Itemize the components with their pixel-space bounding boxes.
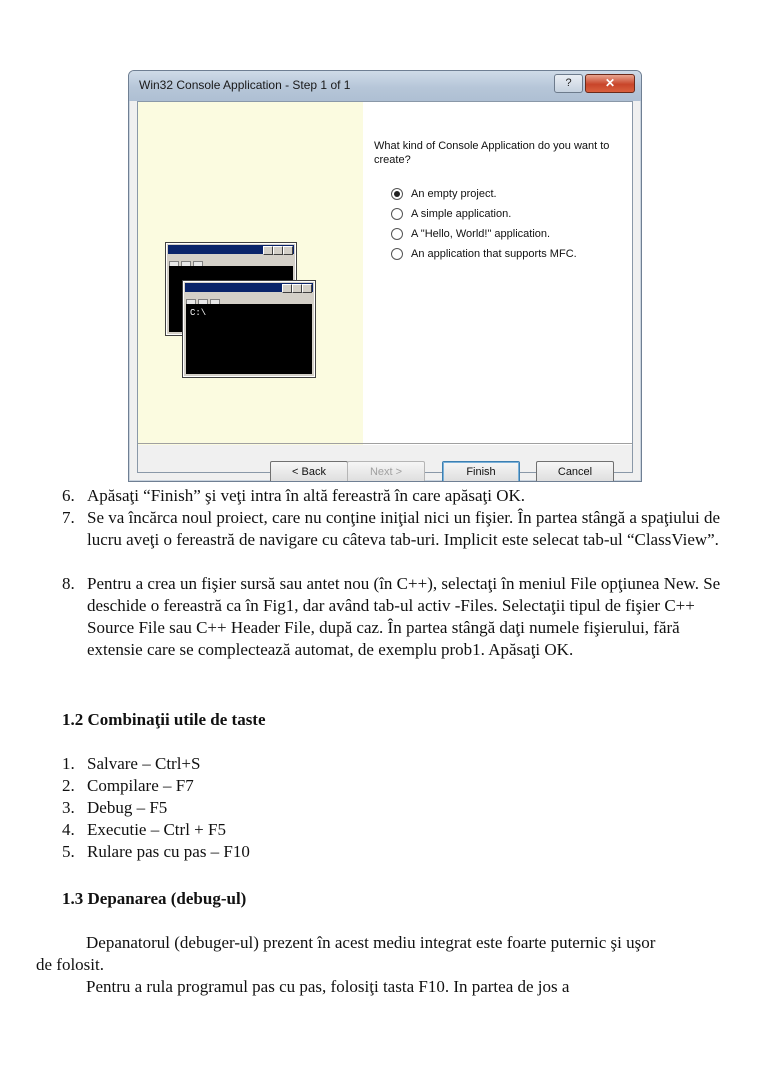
button-bar <box>138 445 632 478</box>
paragraph-first-line: Depanatorul (debuger-ul) prezent în acest mediu integrat este foarte puternic şi uşor <box>86 933 656 952</box>
window-caption <box>185 283 313 292</box>
console-window-illustration-front <box>183 281 315 377</box>
list-text: Executie – Ctrl + F5 <box>87 820 226 839</box>
window-toolbar <box>186 294 230 302</box>
list-number: 3. <box>62 798 75 817</box>
list-text: Compilare – F7 <box>87 776 194 795</box>
finish-button[interactable]: Finish <box>442 461 520 482</box>
dialog-titlebar <box>129 71 641 101</box>
back-button[interactable]: < Back <box>270 461 348 482</box>
option-label: An application that supports MFC. <box>411 248 577 260</box>
dialog-client-area <box>137 101 633 478</box>
console-screen <box>186 304 312 374</box>
illustration-panel <box>138 102 363 445</box>
paragraph: Pentru a rula programul pas cu pas, folosiţi tasta F10. In partea de jos a <box>86 977 570 996</box>
option-mfc-application[interactable] <box>391 248 577 260</box>
maximize-icon <box>292 284 302 293</box>
list-number: 7. <box>62 508 75 527</box>
close-button[interactable]: ✕ <box>585 74 635 93</box>
minimize-icon <box>282 284 292 293</box>
list-number: 4. <box>62 820 75 839</box>
list-number: 6. <box>62 486 75 505</box>
option-label: A "Hello, World!" application. <box>411 228 551 240</box>
next-button[interactable]: Next > <box>347 461 425 482</box>
radio-icon <box>391 228 403 240</box>
list-number: 1. <box>62 754 75 773</box>
list-text: Rulare pas cu pas – F10 <box>87 842 250 861</box>
section-heading: 1.2 Combinaţii utile de taste <box>62 710 266 729</box>
close-icon <box>302 284 312 293</box>
list-text: Se va încărca noul proiect, care nu conţine iniţial nici un fişier. În partea stângă a spaţiului de lucru aveţi o fereastră de navigare cu câteva tab-uri. Implicit este selecat tab-ul “ClassView”. <box>87 508 721 549</box>
minimize-icon <box>263 246 273 255</box>
option-hello-world[interactable] <box>391 228 550 240</box>
option-label: An empty project. <box>411 188 497 200</box>
maximize-icon <box>273 246 283 255</box>
help-button[interactable]: ? <box>554 74 583 93</box>
close-icon <box>283 246 293 255</box>
list-number: 8. <box>62 574 75 593</box>
list-text: Debug – F5 <box>87 798 168 817</box>
radio-icon <box>391 208 403 220</box>
section-heading: 1.3 Depanarea (debug-ul) <box>62 889 247 908</box>
list-number: 5. <box>62 842 75 861</box>
option-simple-application[interactable] <box>391 208 511 220</box>
window-toolbar <box>169 256 213 264</box>
wizard-question: What kind of Console Application do you want to create? <box>374 140 610 166</box>
paragraph-continuation: de folosit. <box>36 955 104 974</box>
dialog-title: Win32 Console Application - Step 1 of 1 <box>139 78 351 92</box>
option-label: A simple application. <box>411 208 512 220</box>
window-caption <box>168 245 294 254</box>
cancel-button[interactable]: Cancel <box>536 461 614 482</box>
radio-icon <box>391 188 403 200</box>
options-panel <box>363 102 632 445</box>
list-text: Pentru a crea un fişier sursă sau antet nou (în C++), selectaţi în meniul File opţiunea New. Se deschide o fereastră ca în Fig1, dar având tab-ul activ -Files. Selectaţii tipul de fişier C++ Source File sau C++ Header File, după caz. În partea stângă daţi numele fişierului, fără extensie care se complectează automat, de exemplu prob1. Apăsaţi OK. <box>87 574 721 659</box>
wizard-dialog <box>128 70 642 482</box>
list-text: Apăsaţi “Finish” şi veţi intra în altă fereastră în care apăsaţi OK. <box>87 486 526 505</box>
radio-icon <box>391 248 403 260</box>
console-prompt: C:\ <box>190 308 207 318</box>
list-text: Salvare – Ctrl+S <box>87 754 201 773</box>
list-number: 2. <box>62 776 75 795</box>
option-empty-project[interactable] <box>391 188 497 200</box>
